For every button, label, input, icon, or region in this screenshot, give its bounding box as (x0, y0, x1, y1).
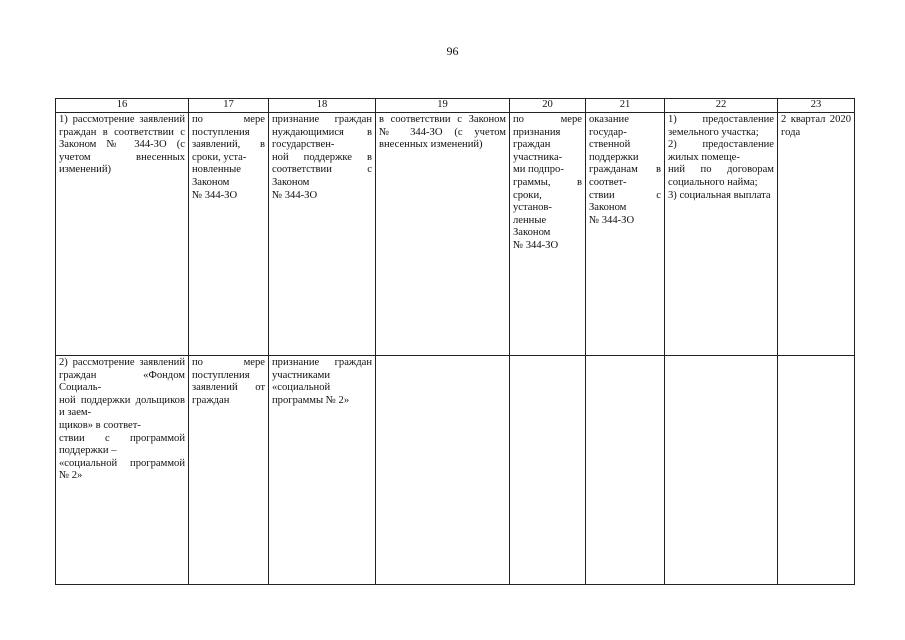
cell-text: 1) рассмотрение заявлений граждан в соответствии с Законом № 344-ЗО (с учетом внесенных изменений) (59, 114, 185, 176)
cell-text: по мере поступления заявлений, в сроки, уста- новленные Законом № 344-ЗО (192, 114, 265, 201)
table-cell (665, 356, 778, 585)
column-header-23: 23 (778, 99, 855, 113)
table-cell (586, 356, 665, 585)
table-cell (269, 113, 376, 356)
table-cell (586, 113, 665, 356)
table-cell (665, 113, 778, 356)
table-cell (189, 356, 269, 585)
table-cell (778, 113, 855, 356)
cell-text: признание граждан участниками «социальной программы № 2» (272, 357, 372, 406)
cell-text: в соответствии с Законом № 344-ЗО (с учетом внесенных изменений) (379, 114, 506, 151)
column-header-19: 19 (376, 99, 510, 113)
column-header-18: 18 (269, 99, 376, 113)
table-cell (510, 113, 586, 356)
plan-table (55, 98, 855, 585)
cell-text: 1) предоставление земельного участка; 2) предоставление жилых помеще- ний по договорам социального найма; 3) социальная выплата (668, 114, 774, 201)
cell-text: оказание государ- ственной поддержки гражданам в соответ- ствии с Законом № 344-ЗО (589, 114, 661, 226)
table-row (56, 356, 855, 585)
page-number: 96 (446, 44, 459, 58)
column-header-17: 17 (189, 99, 269, 113)
table-cell (189, 113, 269, 356)
table-header-row (56, 99, 855, 113)
table-cell (269, 356, 376, 585)
column-header-21: 21 (586, 99, 665, 113)
cell-text: по мере поступления заявлений от граждан (192, 357, 265, 406)
table-cell (510, 356, 586, 585)
table-cell (56, 113, 189, 356)
column-header-16: 16 (56, 99, 189, 113)
column-header-20: 20 (510, 99, 586, 113)
cell-text: 2) рассмотрение заявлений граждан «Фондом Социаль- ной поддержки дольщиков и заем- щиков» в соответ- ствии с программой поддержки – «социальной программой № 2» (59, 357, 185, 482)
table-cell (56, 356, 189, 585)
cell-text: по мере признания граждан участника- ми подпро- граммы, в сроки, установ- ленные Законом № 344-ЗО (513, 114, 582, 251)
table-cell (778, 356, 855, 585)
table-cell (376, 356, 510, 585)
table-row (56, 113, 855, 356)
column-header-22: 22 (665, 99, 778, 113)
cell-text: 2 квартал 2020 года (781, 114, 851, 138)
cell-text: признание граждан нуждающимися в государствен- ной поддержке в соответствии с Законом № 344-ЗО (272, 114, 372, 201)
table-cell (376, 113, 510, 356)
